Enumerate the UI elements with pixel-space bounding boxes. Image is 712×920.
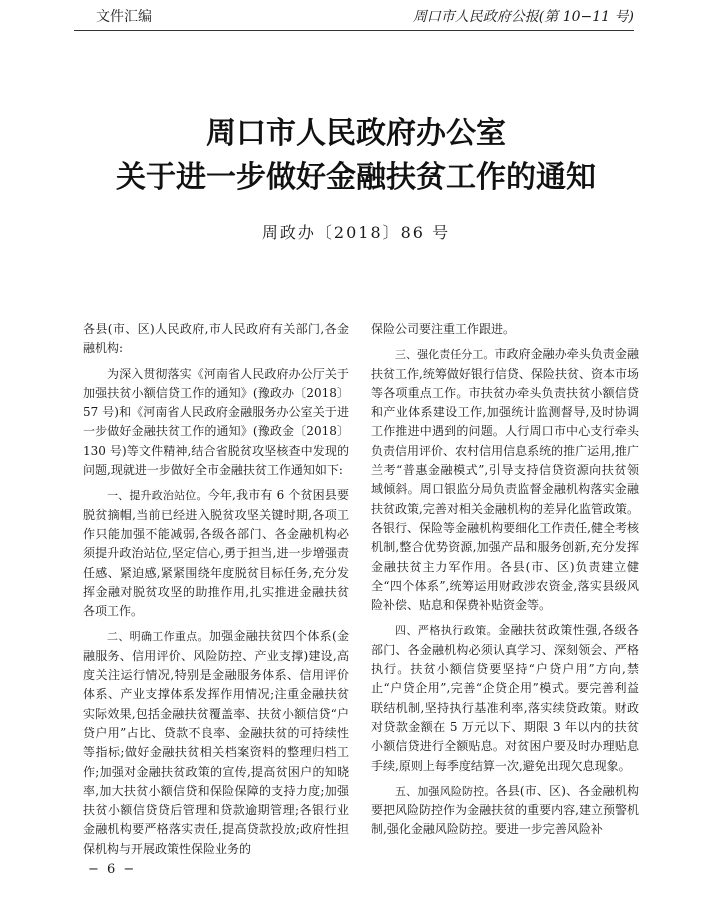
- section-2-heading: 二、明确工作重点。: [107, 630, 209, 644]
- section-5-heading: 五、加强风险防控。: [395, 784, 496, 798]
- section-3-text: 市政府金融办牵头负责金融扶贫工作,统筹做好银行信贷、保险扶贫、资本市场等各项重点工作。市扶贫办牵头负责扶贫小额信贷和产业体系建设工作,加强统计监测督导,及时协调工作推进中遇到的问题。人行周口市中心支行牵头负责信用评价、农村信用信息系统的推广运用,推广兰考“普惠金融模式”,引导支持信贷资源向扶贫领域倾斜。周口银监分局负责监督金融机构落实金融扶贫政策,完善对相关金融机构的差异化监管政策。各银行、保险等金融机构要细化工作责任,健全考核机制,整合优势资源,加强产品和服务创新,充分发挥金融扶贫主力军作用。各县(市、区)负责建立健全“四个体系”,统筹运用财政涉农资金,落实县级风险补偿、贴息和保费补贴资金等。: [371, 347, 639, 613]
- section-4-text: 金融扶贫政策性强,各级各部门、各金融机构必须认真学习、深刻领会、严格执行。扶贫小额信贷要坚持“户贷户用”方向,禁止“户贷企用”,完善“企贷企用”模式。要完善利益联结机制,坚持执行基准利率,落实续贷政策。财政对贷款金额在 5 万元以下、期限 3 年以内的扶贫小额信贷进行全额贴息。对贫困户要及时办理贴息手续,原则上每季度结算一次,避免出现欠息现象。: [371, 623, 640, 773]
- section-2-paragraph: [83, 627, 349, 859]
- section-3-paragraph: [371, 345, 639, 615]
- section-1-heading: 一、提升政治站位。: [107, 489, 208, 503]
- document-title-line-1: 周口市人民政府办公室: [206, 116, 506, 151]
- section-2-text: 加强金融扶贫四个体系(金融服务、信用评价、风险防控、产业支撑)建设,高度关注运行情况,特别是金融服务体系、信用评价体系、产业支撑体系发挥作用情况;注重金融扶贫实际效果,包括金融扶贫覆盖率、扶贫小额信贷“户贷户用”占比、贷款不良率、金融扶贫的可持续性等指标;做好金融扶贫相关档案资料的整理归档工作;加强对金融扶贫政策的宣传,提高贫困户的知晓率,加大扶贫小额信贷和保险保障的支持力度;加强扶贫小额信贷贷后管理和贷款逾期管理;各银行业金融机构要严格落实责任,提高贷款投放;政府性担保机构与开展政策性保险业务的: [83, 629, 349, 856]
- running-header: [74, 4, 634, 31]
- section-1-text: 今年,我市有 6 个贫困县要脱贫摘帽,当前已经进入脱贫攻坚关键时期,各项工作只能加强不能减弱,各级各部门、各金融机构必须提升政治站位,坚定信心,勇于担当,进一步增强责任感、紧迫感,紧紧围绕年度脱贫目标任务,充分发挥金融对脱贫攻坚的助推作用,扎实推进金融扶贫各项工作。: [83, 488, 349, 619]
- intro-paragraph: 为深入贯彻落实《河南省人民政府办公厅关于加强扶贫小额信贷工作的通知》(豫政办〔2018〕57 号)和《河南省人民政府金融服务办公室关于进一步做好金融扶贫工作的通知》(豫政金〔2018〕130 号)等文件精神,结合省脱贫攻坚核查中发现的问题,现就进一步做好全市金融扶贫工作通知如下:: [83, 366, 349, 478]
- document-title-line-2: 关于进一步做好金融扶贫工作的通知: [116, 160, 596, 195]
- document-number: 周政办〔2018〕86 号: [261, 223, 451, 242]
- section-5-text: 各县(市、区)、各金融机构要把风险防控作为金融扶贫的重要内容,建立预警机制,强化金融风险防控。要进一步完善风险补: [371, 783, 639, 837]
- section-4-paragraph: [371, 621, 639, 775]
- header-section-label: 文件汇编: [96, 9, 152, 25]
- section-5-paragraph: [371, 782, 639, 840]
- body-column-right: [371, 320, 639, 846]
- salutation: 各县(市、区)人民政府,市人民政府有关部门,各金融机构:: [83, 322, 349, 356]
- section-1-paragraph: [83, 486, 349, 621]
- section-2-continuation: 保险公司要注重工作跟进。: [371, 322, 516, 336]
- section-4-heading: 四、严格执行政策。: [395, 624, 499, 638]
- section-3-heading: 三、强化责任分工。: [395, 348, 495, 362]
- body-column-left: [83, 320, 349, 865]
- page-number: − 6 −: [88, 862, 137, 877]
- header-publication-title: 周口市人民政府公报(第 10−11 号): [412, 9, 634, 25]
